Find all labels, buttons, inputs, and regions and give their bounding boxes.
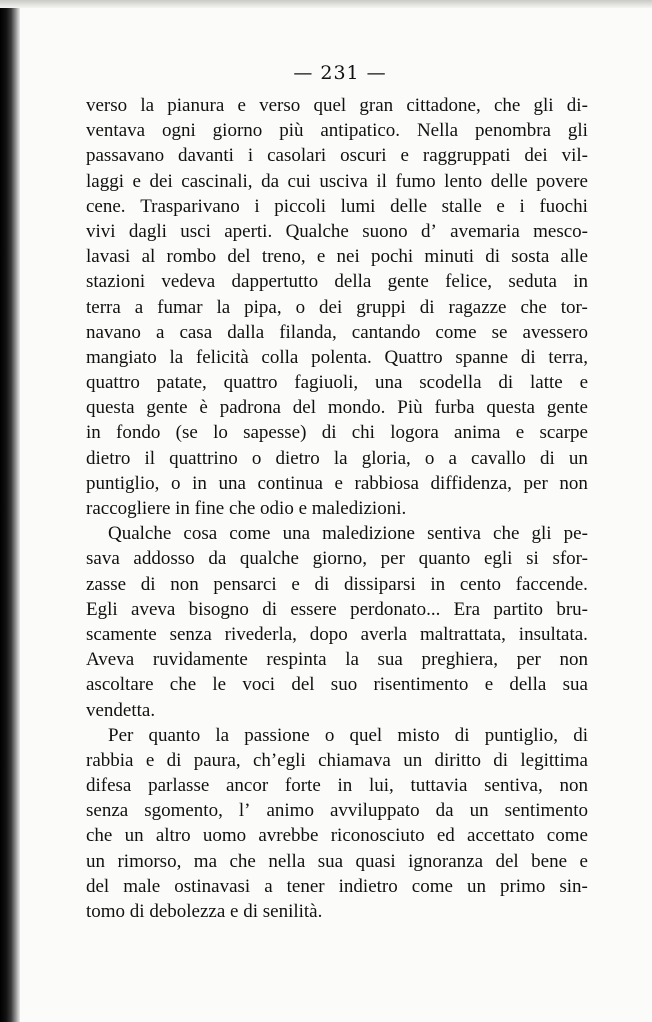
text-line: ascoltare che le voci del suo risentimento e della sua [86, 674, 588, 696]
text-line: passavano davanti i casolari oscuri e raggruppati dei vil- [86, 145, 588, 167]
binding-edge-shadow [0, 0, 20, 1022]
text-line: mangiato la felicità colla polenta. Quattro spanne di terra, [86, 346, 588, 368]
text-line: difesa parlasse ancor forte in lui, tuttavia sentiva, non [86, 775, 588, 797]
text-line: senza sgomento, l’ animo avviluppato da un sentimento [86, 800, 588, 822]
text-line: Aveva ruvidamente respinta la sua preghiera, per non [86, 649, 588, 671]
text-line: cene. Trasparivano i piccoli lumi delle stalle e i fuochi [86, 195, 588, 217]
top-edge-shadow [0, 0, 652, 8]
text-line: puntiglio, o in una continua e rabbiosa diffidenza, per non [86, 472, 588, 494]
text-line: lavasi al rombo del treno, e nei pochi minuti di sosta alle [86, 246, 588, 268]
text-line: in fondo (se lo sapesse) di chi logora anima e scarpe [86, 422, 588, 444]
text-line: zasse di non pensarci e di dissiparsi in cento faccende. [86, 573, 588, 595]
text-line: Per quanto la passione o quel misto di puntiglio, di [108, 724, 588, 746]
text-line: questa gente è padrona del mondo. Più furba questa gente [86, 397, 588, 419]
text-line: dietro il quattrino o dietro la gloria, o a cavallo di un [86, 447, 588, 469]
text-line: quattro patate, quattro fagiuoli, una scodella di latte e [86, 372, 588, 394]
text-line: del male ostinavasi a tener indietro come un primo sin- [86, 875, 588, 897]
text-line: ventava ogni giorno più antipatico. Nella penombra gli [86, 120, 588, 142]
text-line: tomo di debolezza e di senilità. [86, 901, 323, 922]
text-line: vivi dagli usci aperti. Qualche suono d’ avemaria mesco- [86, 220, 588, 242]
paragraph-1 [86, 93, 588, 521]
text-line: Egli aveva bisogno di essere perdonato... Era partito bru- [86, 598, 588, 620]
text-line: terra a fumar la pipa, o dei gruppi di ragazze che tor- [86, 296, 588, 318]
paragraph-3 [86, 723, 588, 925]
text-line: stazioni vedeva dappertutto della gente felice, seduta in [86, 271, 588, 293]
text-line: navano a casa dalla filanda, cantando come se avessero [86, 321, 588, 343]
text-line: verso la pianura e verso quel gran cittadone, che gli di- [86, 95, 588, 116]
text-line: scamente senza rivederla, dopo averla maltrattata, insultata. [86, 623, 588, 645]
text-line: Qualche cosa come una maledizione sentiva che gli pe- [108, 523, 588, 545]
text-line: laggi e dei cascinali, da cui usciva il fumo lento delle povere [86, 170, 588, 192]
text-line: un rimorso, ma che nella sua quasi ignoranza del bene e [86, 850, 588, 872]
text-line: rabbia e di paura, ch’egli chiamava un diritto di legittima [86, 749, 588, 771]
paragraph-2 [86, 521, 588, 723]
text-line: vendetta. [86, 699, 156, 721]
text-line: sava addosso da qualche giorno, per quanto egli si sfor- [86, 548, 588, 570]
body-text [86, 93, 588, 924]
text-line: che un altro uomo avrebbe riconosciuto ed accettato come [86, 825, 588, 847]
page-number: — 231 — [293, 62, 387, 84]
text-line: raccogliere in fine che odio e maledizioni. [86, 498, 407, 519]
